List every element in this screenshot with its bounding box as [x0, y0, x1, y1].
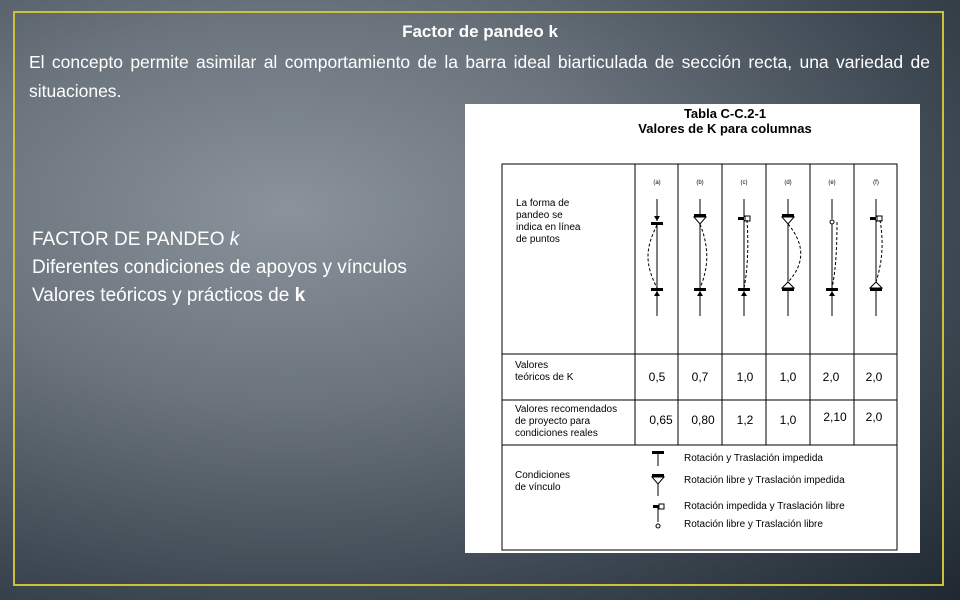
- recommended-value-b: 0,80: [691, 413, 715, 427]
- intro-paragraph: El concepto permite asimilar al comportamiento de la barra ideal biarticulada de sección recta, una variedad de situaciones.: [29, 52, 930, 101]
- column-label-f: (f): [873, 180, 879, 186]
- buckling-diagram-f: [870, 199, 882, 316]
- k-values-table-image: [465, 104, 920, 553]
- theoretical-value-c: 1,0: [736, 370, 754, 384]
- bullet-list: [32, 226, 462, 310]
- row-label-recommended: Valores recomendados de proyecto para condiciones reales: [515, 404, 618, 439]
- bullet-valores-k: k: [294, 285, 306, 306]
- condition-2: Rotación libre y Traslación impedida: [684, 475, 845, 486]
- column-label-d: (d): [784, 180, 792, 186]
- bullet-valores-text: Valores teóricos y prácticos de: [32, 285, 295, 306]
- recommended-value-f: 2,0: [865, 410, 883, 424]
- theoretical-value-b: 0,7: [691, 370, 709, 384]
- buckling-diagram-b: [694, 199, 707, 316]
- bullet-condiciones: Diferentes condiciones de apoyos y vínculos: [32, 257, 407, 278]
- theoretical-value-f: 2,0: [865, 370, 883, 384]
- theoretical-value-d: 1,0: [779, 370, 797, 384]
- column-label-a: (a): [653, 180, 661, 186]
- recommended-value-a: 0,65: [649, 413, 673, 427]
- symbol-pinned-icon: [652, 474, 664, 496]
- theoretical-value-e: 2,0: [822, 370, 840, 384]
- buckling-diagram-e: [826, 199, 838, 316]
- table-title-1: Tabla C-C.2-1: [683, 106, 767, 121]
- bullet-valores: [32, 282, 462, 310]
- column-label-b: (b): [696, 180, 704, 186]
- buckling-diagrams: [648, 199, 882, 316]
- condition-4: Rotación libre y Traslación libre: [684, 519, 823, 530]
- condition-1: Rotación y Traslación impedida: [684, 453, 823, 464]
- bullet-factor-text: FACTOR DE PANDEO: [32, 229, 230, 250]
- symbol-free-icon: [656, 524, 660, 528]
- slide-title: Factor de pandeo k: [402, 22, 558, 41]
- bullet-factor-k: k: [229, 229, 240, 250]
- condition-symbols: [652, 451, 664, 528]
- buckling-diagram-a: [648, 199, 663, 316]
- recommended-value-d: 1,0: [779, 413, 797, 427]
- theoretical-value-a: 0,5: [648, 370, 666, 384]
- k-values-table: [465, 104, 920, 553]
- symbol-sliding-fixed-icon: [653, 504, 664, 522]
- recommended-value-e: 2,10: [823, 410, 847, 424]
- column-label-c: (c): [740, 180, 748, 186]
- buckling-diagram-d: [782, 199, 801, 316]
- recommended-value-c: 1,2: [736, 413, 754, 427]
- row-label-conditions: Condiciones de vínculo: [515, 470, 571, 493]
- condition-3: Rotación impedida y Traslación libre: [684, 501, 845, 512]
- row-label-theoretical: Valores teóricos de K: [515, 360, 574, 383]
- row-label-shape: La forma de pandeo se indica en línea de puntos: [516, 198, 581, 245]
- table-title-2: Valores de K para columnas: [638, 121, 812, 136]
- buckling-diagram-c: [738, 199, 750, 316]
- column-label-e: (e): [828, 180, 836, 186]
- bullet-factor-de-pandeo: [32, 226, 462, 254]
- symbol-fixed-icon: [652, 451, 664, 466]
